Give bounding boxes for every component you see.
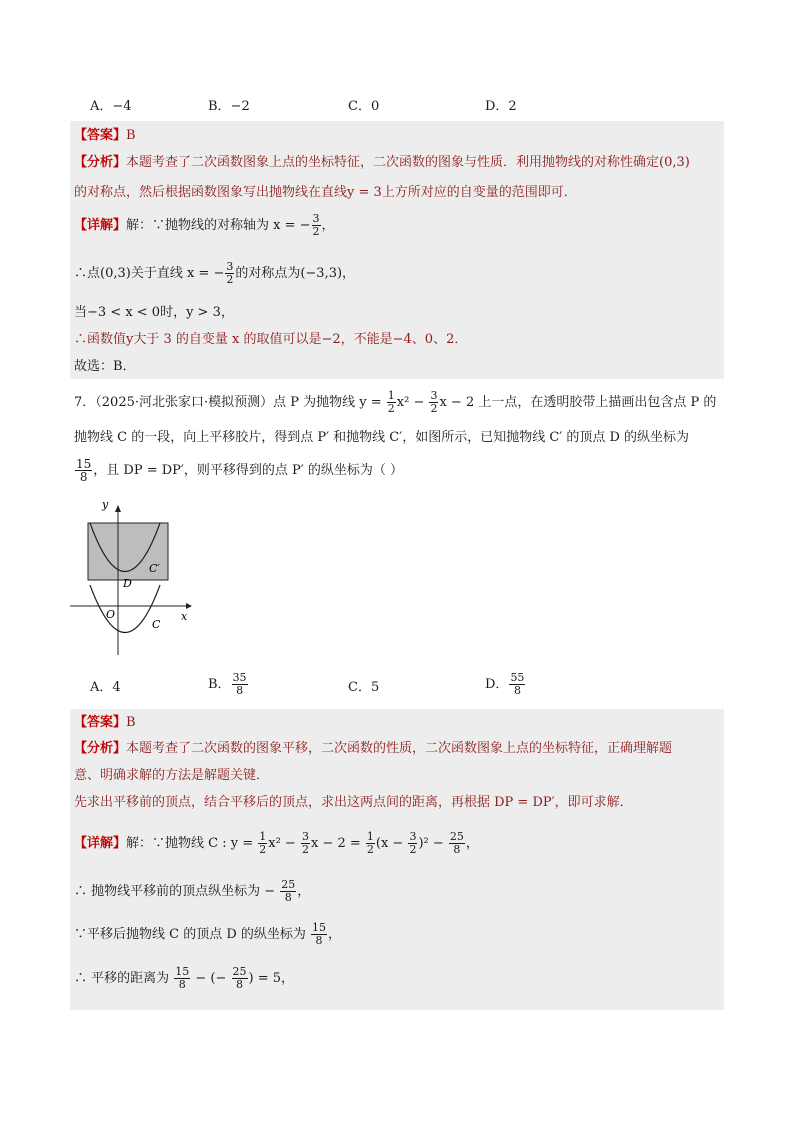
q7-detail-line1: 【详解】解：∵抛物线 C : y = $\frac{1}{2}$ x² − $\frac{3}{2}$ x − 2 = $\frac{1}{2}$ (x − $\frac{3}{2}$ )² − $\frac{25}{8}$ ， [74,830,479,856]
q7-analysis-line2: 意、明确求解的方法是解题关键． [74,768,270,783]
q6-detail-line2: ∴点(0,3)关于直线 x = − $\frac{3}{2}$ 的对称点为(−3,3)， [74,260,356,286]
q7-answer: 【答案】B [74,715,136,730]
figure-label-x: x [181,610,188,623]
option-a: A．−4 [90,99,132,114]
q7-solution-box [70,709,724,1010]
q6-solution-box [70,121,724,379]
q7-options [90,672,730,700]
figure-label-c: C [152,618,161,631]
x-axis-arrow [186,603,192,609]
q7-analysis-line1: 【分析】本题考查了二次函数的图象平移，二次函数的性质，二次函数图象上点的坐标特征，正确理解题 [74,741,673,756]
option-c: C．0 [348,99,380,114]
q6-detail-line5: 故选：B． [74,359,136,374]
option-c: C．5 [348,680,380,695]
q7-detail-line3: ∵平移后抛物线 C 的顶点 D 的纵坐标为 $\frac{15}{8}$ ， [74,921,342,947]
q7-line2: 抛物线 C 的一段，向上平移胶片，得到点 P′ 和抛物线 C′，如图所示，已知抛物线 C′ 的顶点 D 的纵坐标为 [74,430,690,445]
q6-detail-line3: 当−3 < x < 0时，y > 3， [74,305,234,320]
q7-detail-line2: ∴ 抛物线平移前的顶点纵坐标为 − $\frac{25}{8}$ ， [74,878,311,904]
option-d: D．2 [485,99,517,114]
figure-label-d: D [123,577,132,590]
q7-figure [68,500,198,660]
figure-label-o: O [106,608,116,621]
q6-analysis-line2: 的对称点，然后根据函数图象写出抛物线在直线y = 3上方所对应的自变量的范围即可． [74,185,577,200]
q7-line3: $\frac{15}{8}$ ，且 DP = DP′，则平移得到的点 P′ 的纵坐标为（ ） [76,457,403,484]
figure-label-y: y [102,500,109,511]
q7-analysis-line3: 先求出平移前的顶点，结合平移后的顶点，求出这两点间的距离，再根据 DP = DP′，即可求解． [74,795,633,810]
q7-line1: 7．（2025·河北张家口·模拟预测）点 P 为抛物线 y = $\frac{1}{2}$ x² − $\frac{3}{2}$ x − 2 上一点，在透明胶带上描画出包含点 P 的 [74,389,717,415]
parabola-c [90,585,160,633]
option-b: B． $\frac{35}{8}$ [208,671,247,697]
option-d: D． $\frac{55}{8}$ [485,671,525,697]
q7-detail-line4: ∴ 平移的距离为 $\frac{15}{8}$ − (− $\frac{25}{8}$ ) = 5， [74,965,295,991]
q6-analysis-line1: 【分析】本题考查了二次函数图象上点的坐标特征，二次函数的图象与性质．利用抛物线的对称性确定(0,3) [74,155,690,170]
figure-label-c-prime: C′ [149,562,160,575]
option-b: B．−2 [208,99,250,114]
q6-answer: 【答案】B [74,128,136,143]
q6-options [90,95,730,115]
q6-detail-line4: ∴函数值y大于 3 的自变量 x 的取值可以是−2，不能是−4、0、2． [74,332,468,347]
y-axis-arrow [115,505,121,512]
option-a: A．4 [90,680,121,695]
q6-detail-line1: 【详解】解：∵抛物线的对称轴为 x = − $\frac{3}{2}$ ， [74,212,335,238]
